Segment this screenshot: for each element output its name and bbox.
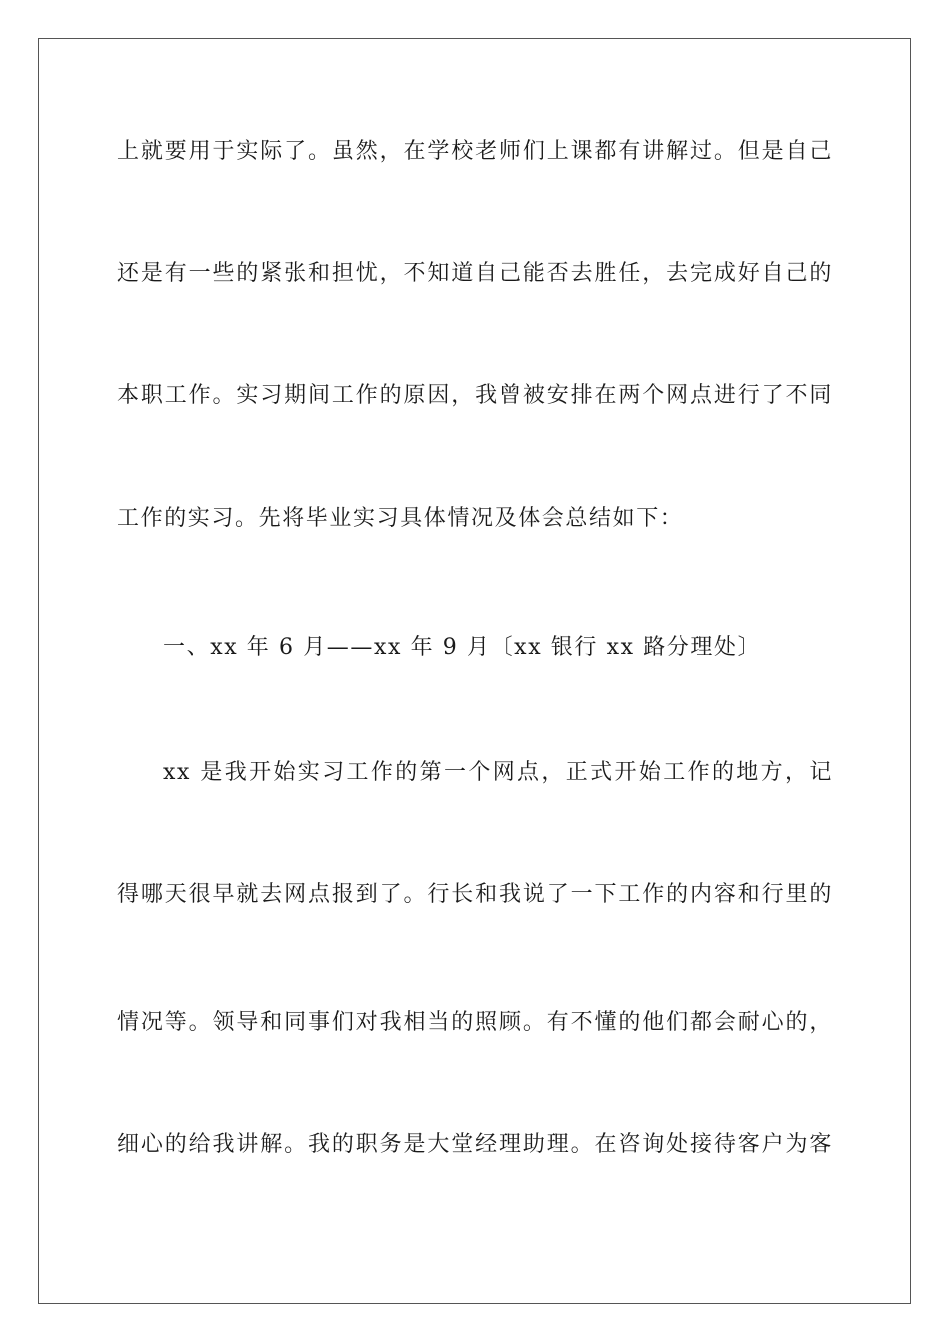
- text-line-9: 细心的给我讲解。我的职务是大堂经理助理。在咨询处接待客户为客: [117, 1132, 833, 1157]
- text-line-2: 还是有一些的紧张和担忧，不知道自己能否去胜任，去完成好自己的: [117, 261, 833, 286]
- page-border: [38, 38, 911, 1304]
- text-line-3: 本职工作。实习期间工作的原因，我曾被安排在两个网点进行了不同: [117, 383, 833, 408]
- text-line-6: xx 是我开始实习工作的第一个网点，正式开始工作的地方，记: [163, 760, 833, 785]
- text-line-8: 情况等。领导和同事们对我相当的照顾。有不懂的他们都会耐心的，: [117, 1010, 833, 1035]
- section-heading: 一、xx 年 6 月——xx 年 9 月〔xx 银行 xx 路分理处〕: [163, 635, 762, 660]
- text-line-1: 上就要用于实际了。虽然，在学校老师们上课都有讲解过。但是自己: [117, 139, 833, 164]
- text-line-4: 工作的实习。先将毕业实习具体情况及体会总结如下：: [117, 506, 684, 531]
- text-line-7: 得哪天很早就去网点报到了。行长和我说了一下工作的内容和行里的: [117, 882, 833, 907]
